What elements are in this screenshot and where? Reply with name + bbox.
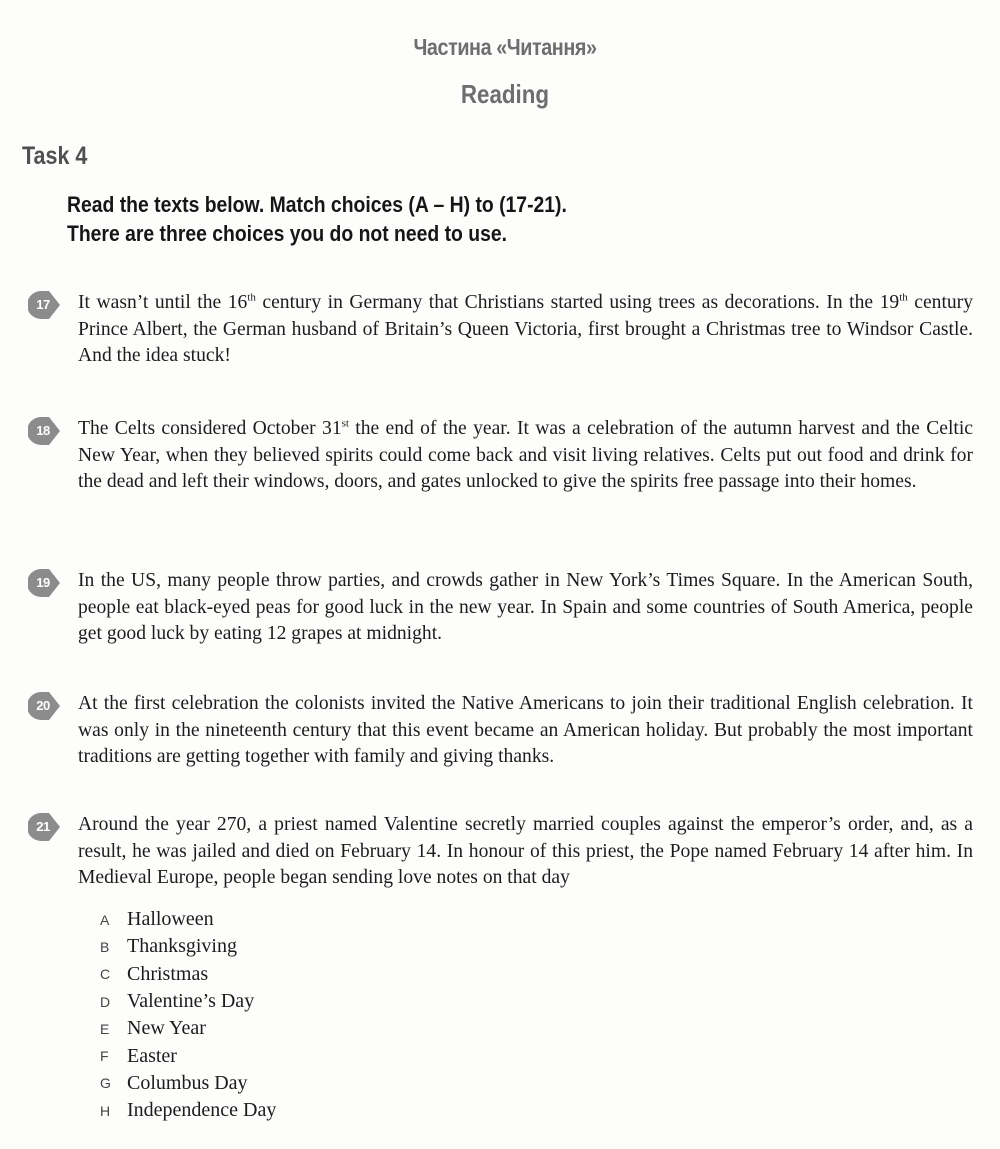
choice-item (100, 906, 276, 933)
task-title: Task 4 (22, 142, 88, 170)
choice-letter: A (100, 911, 110, 928)
item-text (78, 290, 973, 370)
choice-letter: G (100, 1075, 111, 1092)
item-text-part: century in Germany that Christians started using trees as decorations. In the 19 (255, 292, 900, 313)
item-text (78, 416, 973, 496)
choice-letter: E (100, 1020, 110, 1037)
choice-label: Easter (127, 1044, 177, 1067)
item-number: 19 (36, 575, 50, 590)
choice-item (100, 933, 276, 960)
choice-item (100, 1015, 276, 1042)
choice-label: Independence Day (127, 1099, 277, 1122)
item-text-part: century Prince Albert, the German husband of Britain’s Queen Victoria, first brought a Christmas tree to Windsor Castle. And the idea stuck! (78, 292, 974, 366)
item-text-part: The Celts considered October 31 (78, 418, 342, 439)
item-number-badge (28, 414, 62, 448)
ordinal-suffix: st (341, 417, 349, 430)
instruction-line-1: Read the texts below. Match choices (A – H) to (17-21). (67, 192, 567, 217)
item-text-part: the end of the year. It was a celebration of the autumn harvest and the Celtic New Year, when they believed spirits could come back and visit living relatives. Celts put out food and drink for the dead and left their windows, doors, and gates unlocked to give the spirits free passage into their homes. (78, 418, 974, 492)
choice-item (100, 1070, 276, 1097)
choice-letter: H (100, 1102, 111, 1119)
instruction-line-2: There are three choices you do not need to use. (67, 221, 508, 246)
ordinal-suffix: th (247, 291, 256, 304)
item-text-part: It wasn’t until the 16 (78, 292, 248, 313)
task-instructions (67, 190, 567, 248)
ordinal-suffix: th (899, 291, 908, 304)
choice-label: Halloween (127, 908, 214, 931)
choice-letter: F (100, 1048, 109, 1065)
item-text: Around the year 270, a priest named Valentine secretly married couples against the emperor’s order, and, as a result, he was jailed and died on February 14. In honour of this priest, the Pope named February 14 after him. In Medieval Europe, people began sending love notes on that day (78, 814, 973, 888)
choice-label: Valentine’s Day (127, 990, 255, 1013)
choice-letter: C (100, 966, 111, 983)
choice-letter: D (100, 993, 111, 1010)
choice-item (100, 1097, 276, 1124)
item-text: In the US, many people throw parties, and crowds gather in New York’s Times Square. In the American South, people eat black-eyed peas for good luck in the new year. In Spain and some countries of South America, people get good luck by eating 12 grapes at midnight. (78, 570, 973, 644)
item-number: 17 (36, 297, 50, 312)
item-text: At the first celebration the colonists invited the Native Americans to join their traditional English celebration. It was only in the nineteenth century that this event became an American holiday. But probably the most important traditions are getting together with family and giving thanks. (78, 693, 973, 767)
choice-label: New Year (127, 1017, 206, 1040)
choice-letter: B (100, 938, 110, 955)
section-title-ua: Частина «Читання» (413, 34, 597, 60)
section-title-en: Reading (460, 79, 550, 109)
choice-label: Thanksgiving (127, 935, 237, 958)
item-number-badge (28, 288, 62, 322)
answer-choices-list (100, 906, 276, 1124)
choice-label: Columbus Day (127, 1071, 248, 1094)
item-number-badge (28, 810, 62, 844)
item-number: 20 (36, 698, 50, 713)
item-number-badge (28, 566, 62, 600)
choice-item (100, 988, 276, 1015)
choice-item (100, 1042, 276, 1069)
item-number: 21 (36, 819, 50, 834)
item-number: 18 (36, 423, 50, 438)
choice-label: Christmas (127, 962, 209, 985)
choice-item (100, 961, 276, 988)
item-number-badge (28, 689, 62, 723)
